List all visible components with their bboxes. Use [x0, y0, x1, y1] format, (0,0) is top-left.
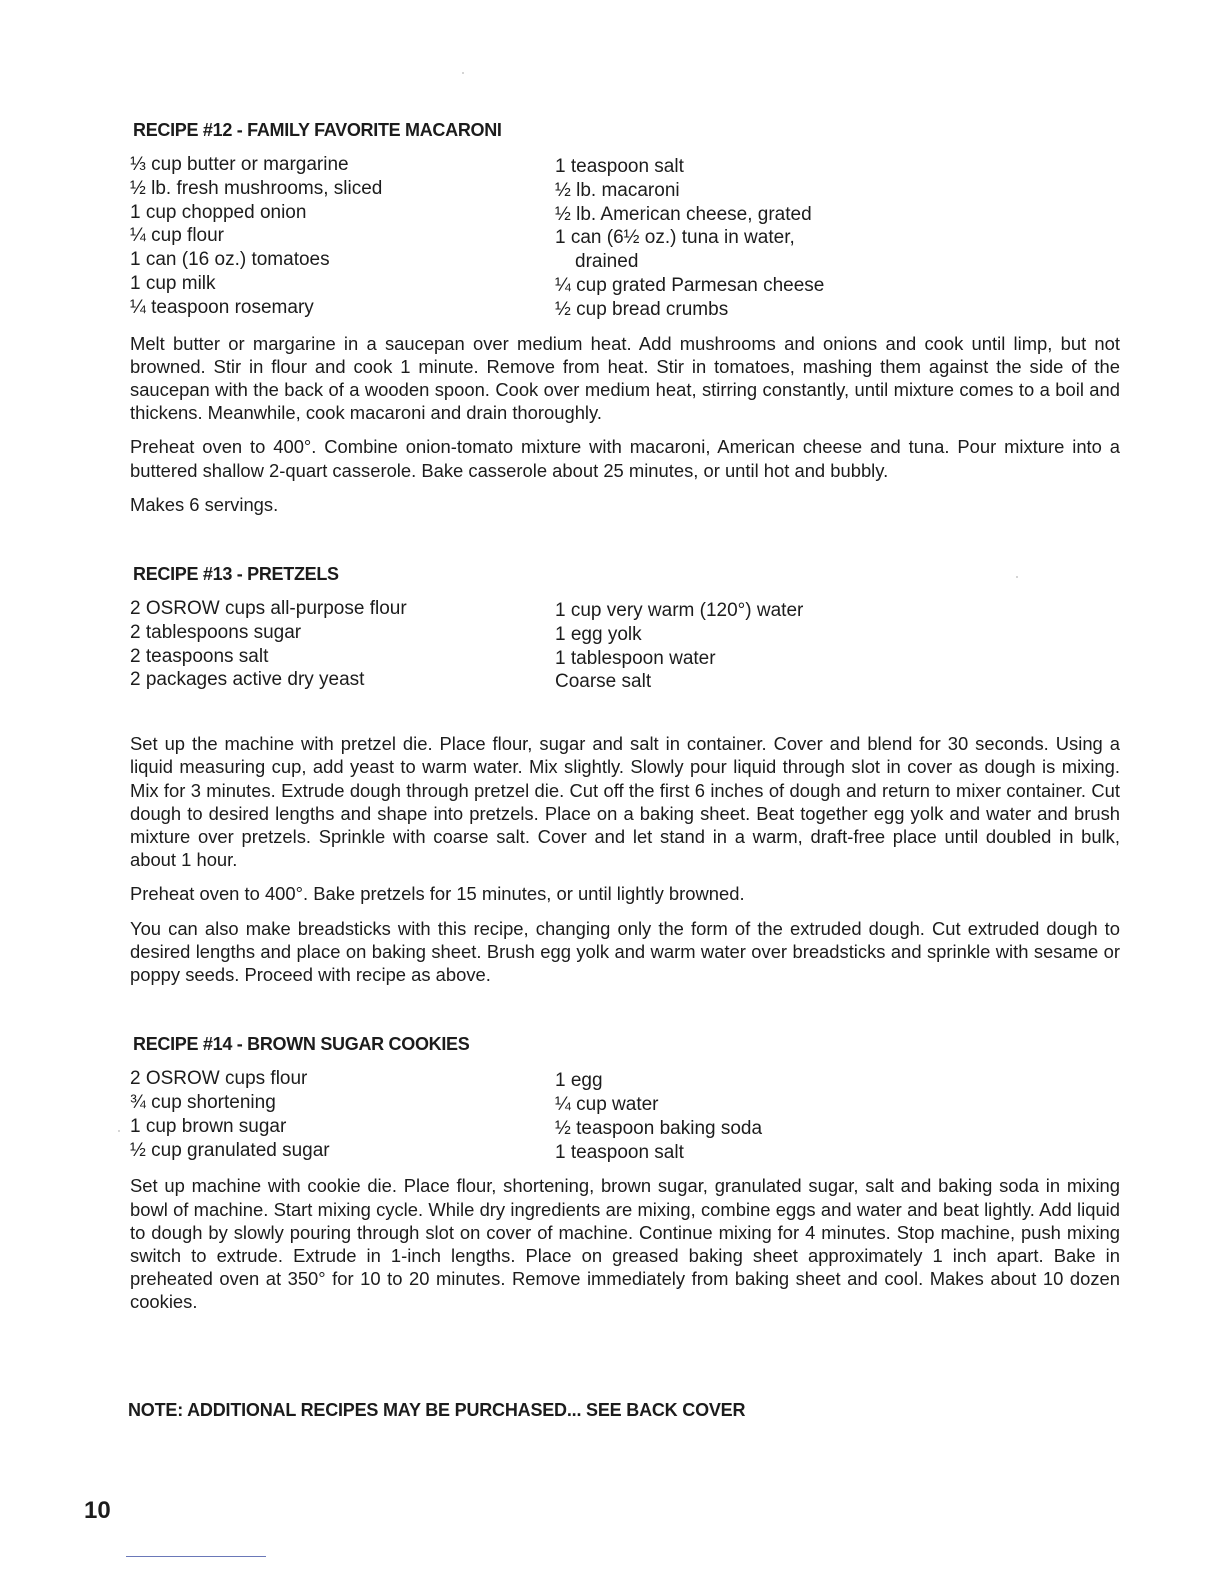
- ingredient: 1 cup milk: [130, 272, 216, 294]
- instructions-paragraph: Preheat oven to 400°. Bake pretzels for 15 minutes, or until lightly browned.: [130, 883, 745, 905]
- ingredient: 1 cup very warm (120°) water: [555, 600, 804, 621]
- ingredient: ½ cup bread crumbs: [555, 298, 729, 320]
- instructions-paragraph: Set up the machine with pretzel die. Place flour, sugar and salt in container. Cover and blend for 30 seconds. Using a liquid measuring cup, add yeast to warm water. Mix slightly. Slowly pour liquid through slot in cover as dough is mixing. Mix for 3 minutes. Extrude dough through pretzel die. Cut off the first 6 inches of dough and return to mixer container. Cut dough to desired lengths and shape into pretzels. Place on a baking sheet. Beat together egg yolk and water and brush mixture over pretzels. Sprinkle with coarse salt. Cover and let stand in a warm, draft-free place until doubled in bulk, about 1 hour.: [130, 733, 1120, 871]
- ingredient: 1 tablespoon water: [555, 647, 716, 669]
- ingredient: 2 OSROW cups flour: [130, 1068, 308, 1090]
- ingredient: 2 teaspoons salt: [130, 645, 269, 667]
- section-spacer: [130, 536, 1120, 564]
- instructions-paragraph: Set up machine with cookie die. Place flour, shortening, brown sugar, granulated sugar, salt and baking soda in mixing bowl of machine. Start mixing cycle. While dry ingredients are mixing, combine eggs and water and beat lightly. Add liquid to dough by slowly pouring through slot on cover of machine. Continue mixing for 4 minutes. Stop machine, push mixing switch to extrude. Extrude in 1-inch lengths. Place on greased baking sheet approximately 1 inch apart. Bake in preheated oven at 350° for 10 to 20 minutes. Remove immediately from baking sheet and cool. Makes about 10 dozen cookies.: [130, 1175, 1120, 1313]
- ingredient: ¾ cup shortening: [130, 1092, 276, 1114]
- ingredient: 1 cup brown sugar: [130, 1115, 287, 1137]
- ingredient: ¼ cup water: [555, 1094, 659, 1116]
- ingredient: ¼ cup flour: [130, 225, 224, 247]
- ingredients-right-column: [555, 599, 980, 694]
- ingredient: 1 teaspoon salt: [555, 1141, 684, 1163]
- recipe-12: [130, 120, 1120, 516]
- ingredients-left-column: [130, 1067, 555, 1164]
- ingredient: 1 egg: [555, 1070, 603, 1092]
- scan-speck: [1016, 576, 1018, 578]
- ingredient: 1 egg yolk: [555, 623, 642, 645]
- scan-speck: [118, 1130, 120, 1132]
- ingredient: 1 teaspoon salt: [555, 156, 684, 177]
- ingredient: 2 packages active dry yeast: [130, 669, 365, 691]
- instructions-paragraph: You can also make breadsticks with this recipe, changing only the form of the extruded dough. Cut extruded dough to desired lengths and place on baking sheet. Brush egg yolk and warm water over breadsticks and sprinkle with sesame or poppy seeds. Proceed with recipe as above.: [130, 917, 1120, 986]
- page-content: [130, 120, 1120, 1334]
- back-cover-note: NOTE: ADDITIONAL RECIPES MAY BE PURCHASED... SEE BACK COVER: [128, 1400, 746, 1420]
- ingredient: ½ lb. fresh mushrooms, sliced: [130, 177, 383, 199]
- ingredient: ¼ teaspoon rosemary: [130, 296, 314, 318]
- ingredients-left-column: [130, 597, 555, 694]
- ingredient: Coarse salt: [555, 671, 652, 693]
- scan-speck: [462, 72, 464, 74]
- recipe-14: [130, 1034, 1120, 1313]
- recipe-13: [130, 564, 1120, 986]
- spacer: [130, 704, 1120, 732]
- ingredients-right-column: [555, 1069, 980, 1164]
- instructions-paragraph: Preheat oven to 400°. Combine onion-tomato mixture with macaroni, American cheese and tuna. Pour mixture into a buttered shallow 2-quart casserole. Bake casserole about 25 minutes, or until hot and bubbly.: [130, 436, 1120, 481]
- ingredients-list: [130, 1067, 1120, 1164]
- ingredient: ½ cup granulated sugar: [130, 1139, 330, 1161]
- ingredient: 2 OSROW cups all-purpose flour: [130, 598, 407, 619]
- ingredients-right-column: [555, 155, 980, 322]
- ingredient: 1 cup chopped onion: [130, 201, 307, 223]
- ingredient: drained: [575, 251, 639, 273]
- ingredient: 1 can (16 oz.) tomatoes: [130, 249, 330, 271]
- section-spacer: [130, 1006, 1120, 1034]
- recipe-title: RECIPE #12 - FAMILY FAVORITE MACARONI: [133, 120, 502, 140]
- ingredient: 1 can (6½ oz.) tuna in water,: [555, 227, 795, 249]
- instructions-paragraph: Melt butter or margarine in a saucepan over medium heat. Add mushrooms and onions and cook until limp, but not browned. Stir in flour and cook 1 minute. Remove from heat. Stir in tomatoes, mashing them against the side of the saucepan with the back of a wooden spoon. Cook over medium heat, stirring constantly, until mixture comes to a boil and thickens. Meanwhile, cook macaroni and drain thoroughly.: [130, 332, 1120, 424]
- ingredients-list: [130, 597, 1120, 694]
- ingredient: ½ teaspoon baking soda: [555, 1117, 763, 1139]
- page-number: 10: [84, 1497, 111, 1524]
- ingredient: ⅓ cup butter or margarine: [130, 154, 349, 175]
- ingredient: ¼ cup grated Parmesan cheese: [555, 274, 825, 296]
- ingredient: ½ lb. American cheese, grated: [555, 203, 812, 225]
- recipe-title: RECIPE #13 - PRETZELS: [133, 564, 339, 584]
- ingredients-list: [130, 153, 1120, 322]
- ingredient: 2 tablespoons sugar: [130, 621, 302, 643]
- servings-note: Makes 6 servings.: [130, 493, 279, 515]
- ingredients-left-column: [130, 153, 555, 322]
- ingredient: ½ lb. macaroni: [555, 179, 680, 201]
- recipe-title: RECIPE #14 - BROWN SUGAR COOKIES: [133, 1034, 470, 1055]
- footer-rule: [126, 1556, 266, 1557]
